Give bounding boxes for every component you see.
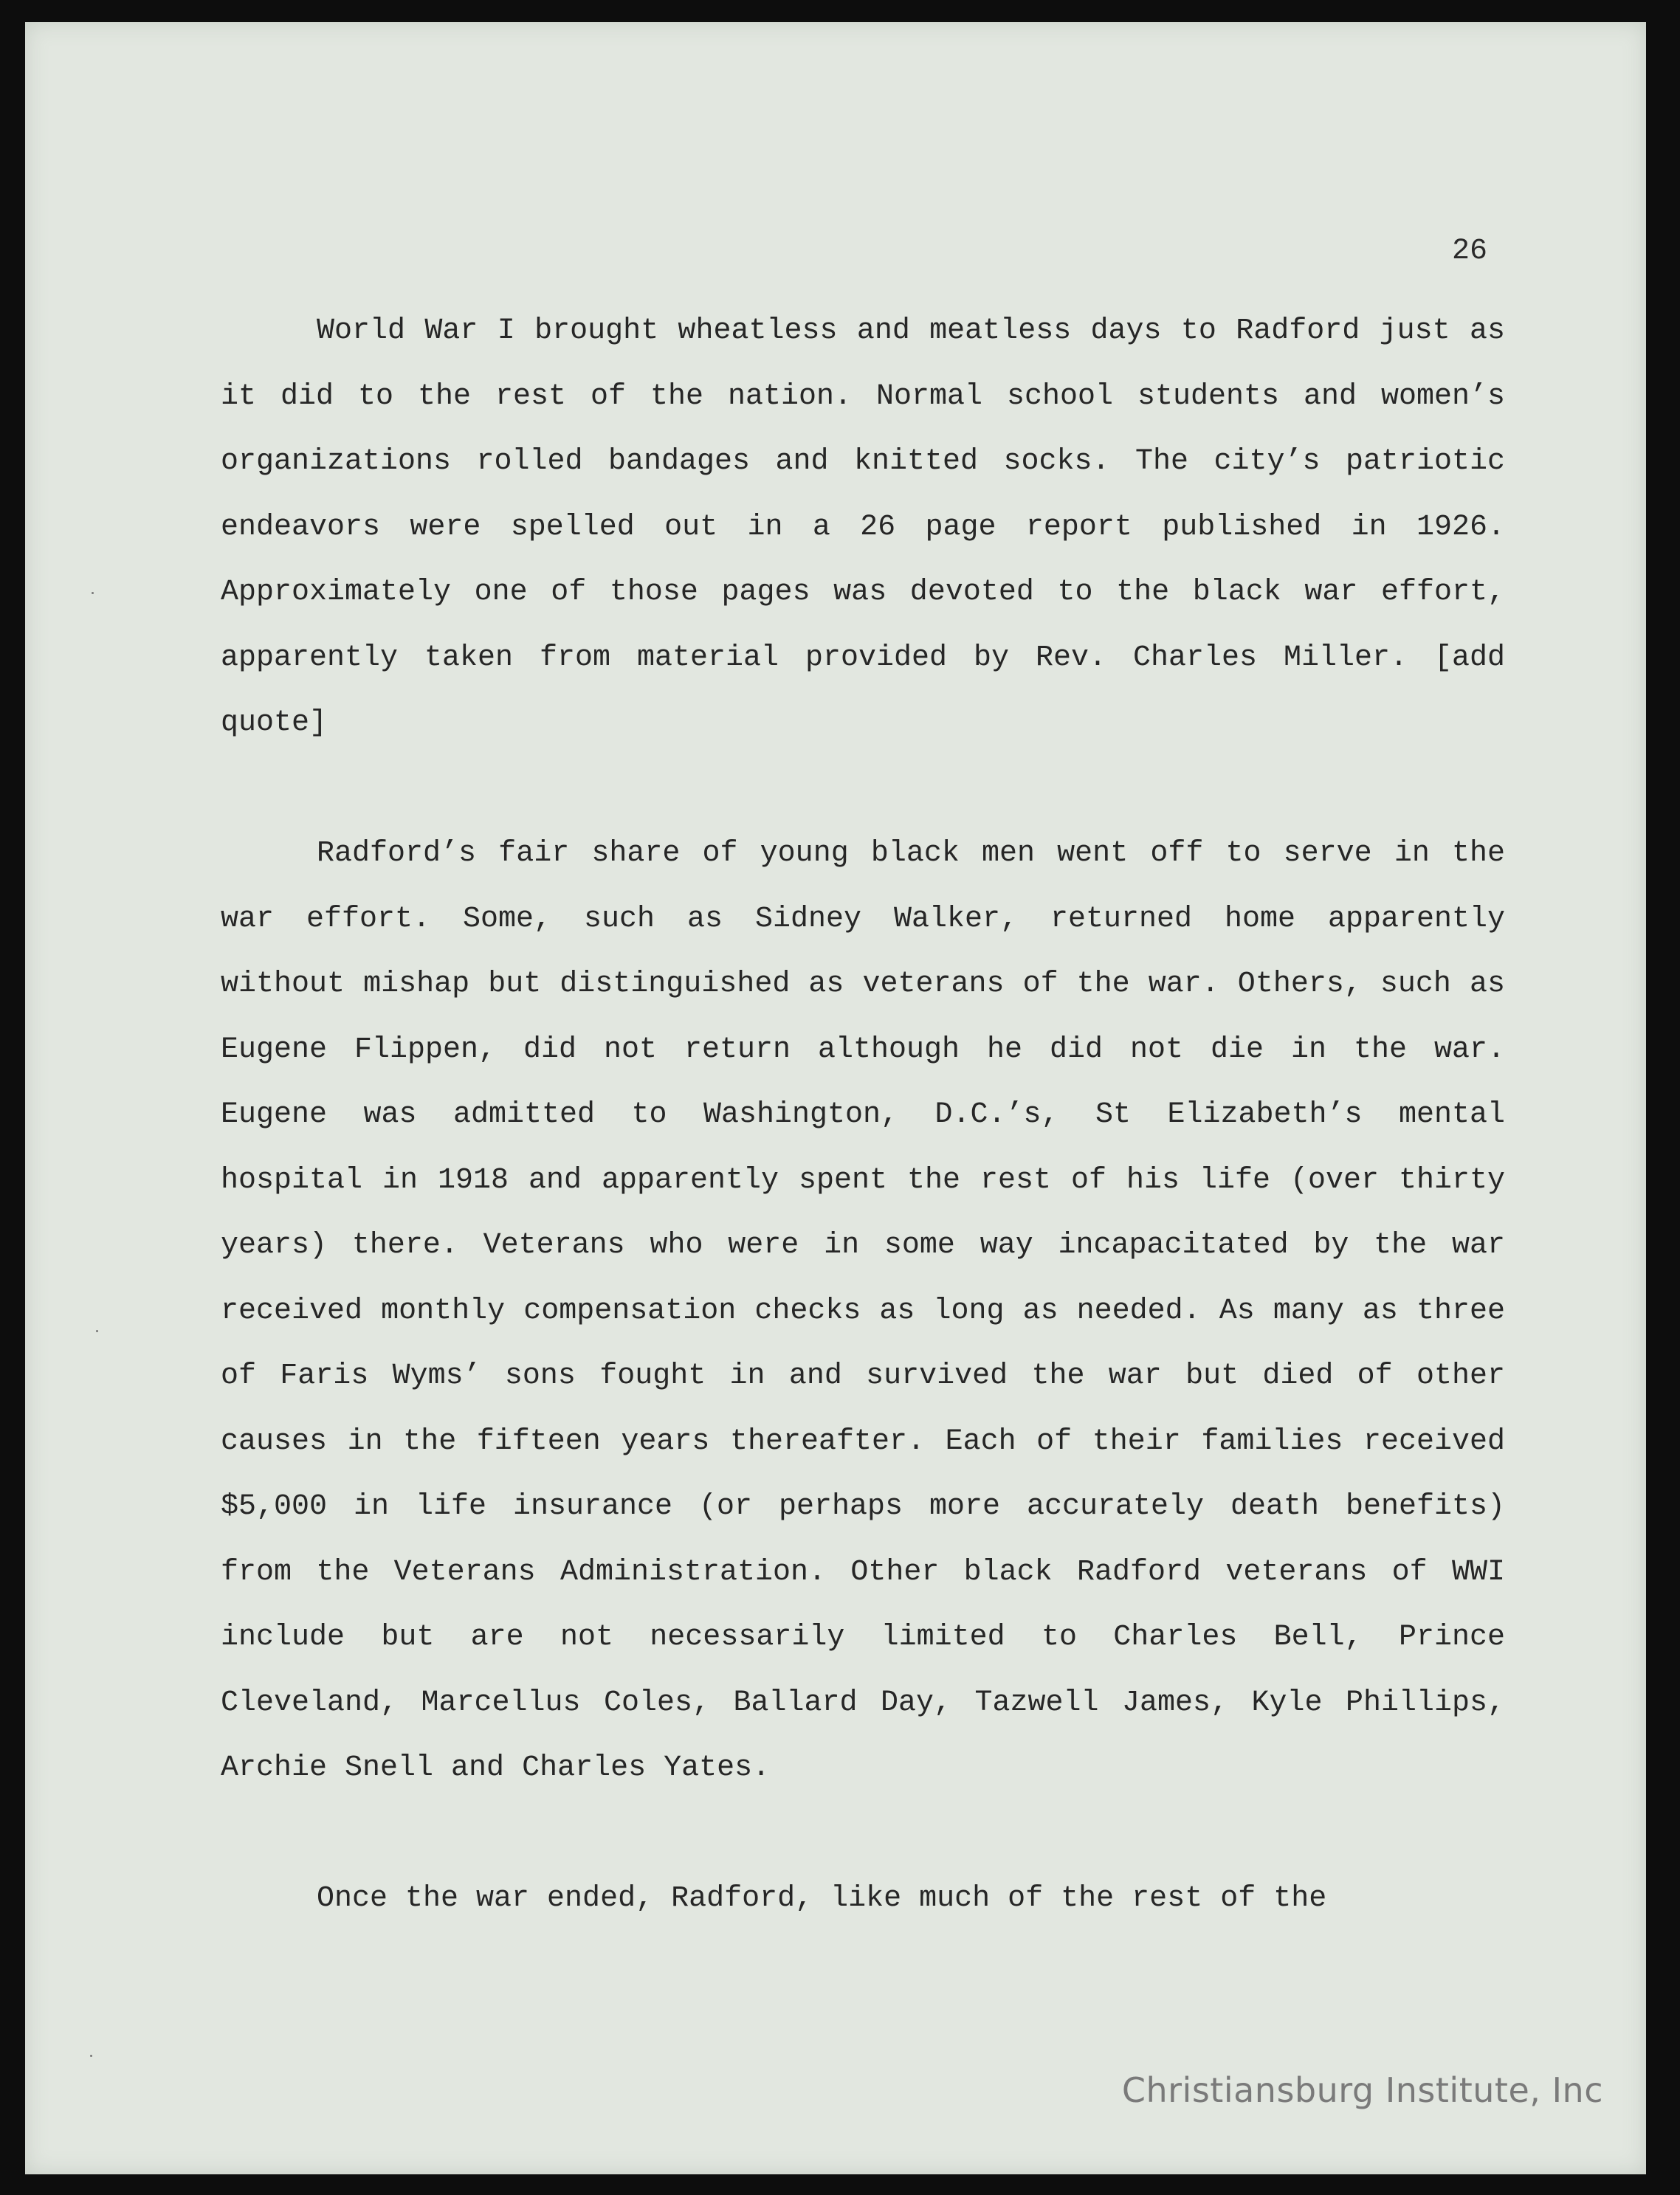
paper-speck — [96, 1330, 98, 1332]
paragraph-after-war: Once the war ended, Radford, like much of the rest of the — [317, 1882, 1327, 1915]
paper-speck — [90, 2055, 92, 2057]
paragraph-black-veterans: Radford’s fair share of young black men went off to serve in the war effort. Some, such as Sidney Walker, returned home apparently without mishap but distinguished as veterans of the war. Others, such as Eugene Flippen, did not return although he did not die in the war. Eugene was admitted to Washington, D.C.’s, St Elizabeth’s mental hospital in 1918 and apparently spent the rest of his life (over thirty years) there. Veterans who were in some way incapacitated by the war received monthly compensation checks as long as needed. As many as three of Faris Wyms’ sons fought in and survived the war but died of other causes in the fifteen years thereafter. Each of their families received $5,000 in life insurance (or perhaps more accurately death benefits) from the Veterans Administration. Other black Radford veterans of WWI include but are not necessarily limited to Charles Bell, Prince Cleveland, Marcellus Coles, Ballard Day, Tazwell James, Kyle Phillips, Archie Snell and Charles Yates. — [221, 837, 1505, 1785]
document-page — [25, 22, 1646, 2174]
body-text — [221, 299, 1505, 1932]
paper-speck — [92, 592, 94, 594]
paragraph-wwi-home-front: World War I brought wheatless and meatless days to Radford just as it did to the rest of the nation. Normal school students and women’s organizations rolled bandages and knitted socks. The city’s patriotic endeavors were spelled out in a 26 page report published in 1926. Approximately one of those pages was devoted to the black war effort, apparently taken from material provided by Rev. Charles Miller. [add quote] — [221, 314, 1505, 740]
watermark: Christiansburg Institute, Inc — [1121, 2070, 1603, 2110]
page-number: 26 — [1451, 235, 1487, 268]
